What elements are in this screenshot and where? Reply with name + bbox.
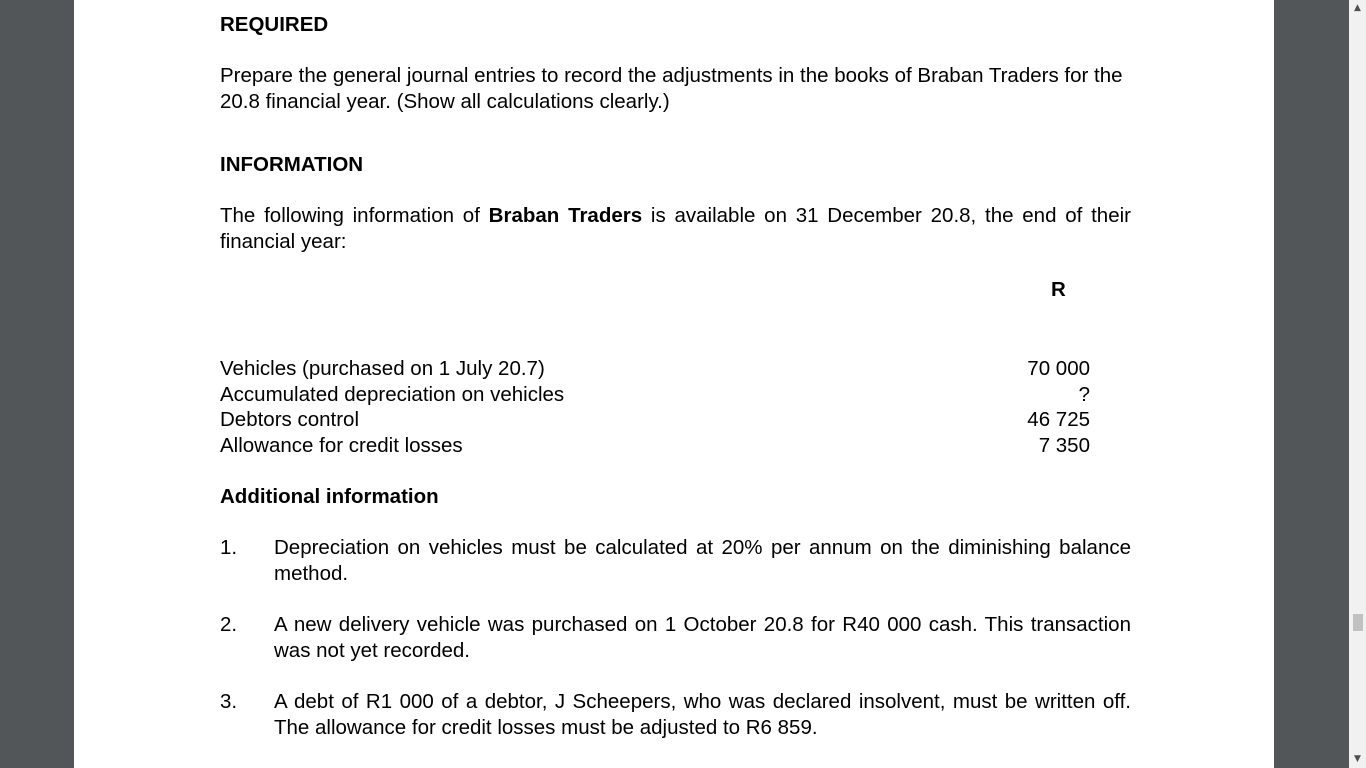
company-name: Braban Traders [488, 204, 643, 227]
information-heading: INFORMATION [220, 153, 364, 176]
list-text: A debt of R1 000 of a debtor, J Scheepers, who was declared insolvent, must be written off. The allowance for credit losses must be adjusted to R6 859. [274, 690, 1131, 739]
list-item [220, 535, 1131, 587]
info-text-start: The following information of [220, 204, 489, 227]
currency-header: R [1051, 278, 1066, 301]
item-label: Vehicles (purchased on 1 July 20.7) [220, 357, 545, 380]
balance-item [220, 356, 1090, 382]
balance-item [220, 407, 1090, 433]
scrollbar-thumb[interactable] [1353, 614, 1363, 631]
chevron-up-icon[interactable]: ▲ [1354, 3, 1361, 13]
list-number: 2. [220, 613, 238, 636]
required-paragraph: Prepare the general journal entries to record the adjustments in the books of Braban Traders for the 20.8 financial year. (Show all calculations clearly.) [220, 64, 1123, 113]
information-paragraph [220, 203, 1131, 255]
additional-information-heading: Additional information [220, 485, 439, 508]
required-heading: REQUIRED [220, 13, 329, 36]
item-label: Accumulated depreciation on vehicles [220, 382, 565, 406]
list-item [220, 689, 1131, 741]
item-value: 7 350 [1038, 434, 1090, 458]
list-text: Depreciation on vehicles must be calculated at 20% per annum on the diminishing balance method. [274, 536, 1131, 585]
list-number: 1. [220, 536, 238, 559]
balance-items [220, 356, 1090, 459]
item-value: 46 725 [1027, 408, 1090, 432]
chevron-down-icon[interactable]: ▼ [1354, 754, 1361, 764]
list-item [220, 612, 1131, 664]
info-text-end: is available on 31 December 20.8, the end of their financial year: [220, 204, 1131, 253]
item-value: 70 000 [1027, 357, 1090, 380]
balance-item [220, 433, 1090, 459]
vertical-scrollbar[interactable] [1349, 0, 1366, 768]
list-text: A new delivery vehicle was purchased on 1 October 20.8 for R40 000 cash. This transaction was not yet recorded. [274, 613, 1131, 662]
document-page [74, 0, 1274, 768]
balance-item [220, 382, 1090, 408]
additional-information-list [220, 535, 1131, 766]
item-value: ? [1078, 382, 1090, 406]
item-label: Debtors control [220, 408, 360, 432]
list-number: 3. [220, 690, 238, 713]
item-label: Allowance for credit losses [220, 434, 463, 458]
